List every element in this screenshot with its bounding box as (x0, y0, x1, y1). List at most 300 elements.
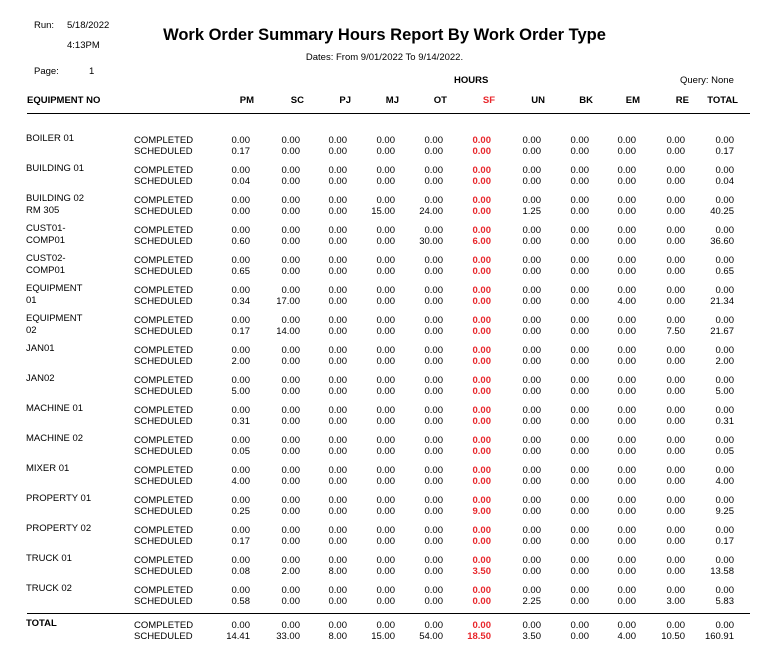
completed-sf-cell: 0.00 (472, 315, 491, 326)
status-completed: COMPLETED (134, 315, 194, 326)
completed-total-cell: 0.00 (715, 585, 734, 596)
scheduled-re-cell: 0.00 (666, 566, 685, 577)
scheduled-sf-cell: 9.00 (472, 506, 491, 517)
completed-ot-cell: 0.00 (424, 255, 443, 266)
total-scheduled-pj-cell: 8.00 (328, 631, 347, 642)
scheduled-ot-cell: 24.00 (419, 206, 443, 217)
scheduled-sf-cell: 0.00 (472, 176, 491, 187)
completed-sc-cell: 0.00 (281, 255, 300, 266)
scheduled-bk-cell: 0.00 (570, 266, 589, 277)
scheduled-ot-cell: 0.00 (424, 446, 443, 457)
scheduled-em-cell: 0.00 (617, 416, 636, 427)
scheduled-sf-cell: 3.50 (472, 566, 491, 577)
equipment-name: PROPERTY 02 (26, 523, 92, 534)
scheduled-re-cell: 0.00 (666, 446, 685, 457)
completed-sc-cell: 0.00 (281, 345, 300, 356)
scheduled-mj-cell: 0.00 (376, 446, 395, 457)
completed-mj-cell: 0.00 (376, 195, 395, 206)
scheduled-sc-cell: 0.00 (281, 536, 300, 547)
scheduled-ot-cell: 0.00 (424, 326, 443, 337)
scheduled-sc-cell: 17.00 (276, 296, 300, 307)
completed-total-cell: 0.00 (715, 465, 734, 476)
status-scheduled: SCHEDULED (134, 356, 193, 367)
scheduled-sf-cell: 0.00 (472, 326, 491, 337)
equipment-name: MIXER 01 (26, 463, 70, 474)
scheduled-sc-cell: 0.00 (281, 416, 300, 427)
scheduled-sf-cell: 0.00 (472, 536, 491, 547)
completed-mj-cell: 0.00 (376, 585, 395, 596)
completed-total-cell: 0.00 (715, 285, 734, 296)
completed-sf-cell: 0.00 (472, 165, 491, 176)
completed-em-cell: 0.00 (617, 555, 636, 566)
completed-mj-cell: 0.00 (376, 135, 395, 146)
scheduled-un-cell: 0.00 (522, 146, 541, 157)
scheduled-un-cell: 0.00 (522, 506, 541, 517)
scheduled-un-cell: 0.00 (522, 446, 541, 457)
scheduled-em-cell: 0.00 (617, 596, 636, 607)
completed-re-cell: 0.00 (666, 285, 685, 296)
status-completed: COMPLETED (134, 195, 194, 206)
scheduled-re-cell: 0.00 (666, 476, 685, 487)
completed-em-cell: 0.00 (617, 495, 636, 506)
scheduled-bk-cell: 0.00 (570, 446, 589, 457)
completed-total-cell: 0.00 (715, 495, 734, 506)
run-date: 5/18/2022 (67, 20, 110, 31)
run-time: 4:13PM (67, 40, 100, 51)
completed-pm-cell: 0.00 (231, 585, 250, 596)
scheduled-mj-cell: 0.00 (376, 266, 395, 277)
completed-total-cell: 0.00 (715, 405, 734, 416)
equipment-name: JAN02 (26, 373, 55, 384)
completed-em-cell: 0.00 (617, 165, 636, 176)
scheduled-pm-cell: 2.00 (231, 356, 250, 367)
scheduled-em-cell: 0.00 (617, 176, 636, 187)
scheduled-ot-cell: 0.00 (424, 566, 443, 577)
scheduled-un-cell: 0.00 (522, 236, 541, 247)
scheduled-pm-cell: 0.58 (231, 596, 250, 607)
completed-un-cell: 0.00 (522, 135, 541, 146)
scheduled-sf-cell: 0.00 (472, 416, 491, 427)
completed-re-cell: 0.00 (666, 135, 685, 146)
status-completed: COMPLETED (134, 465, 194, 476)
scheduled-sf-cell: 0.00 (472, 386, 491, 397)
scheduled-pm-cell: 0.34 (231, 296, 250, 307)
completed-em-cell: 0.00 (617, 525, 636, 536)
total-scheduled-sf-cell: 18.50 (467, 631, 491, 642)
scheduled-pm-cell: 0.17 (231, 536, 250, 547)
completed-bk-cell: 0.00 (570, 135, 589, 146)
completed-em-cell: 0.00 (617, 585, 636, 596)
completed-total-cell: 0.00 (715, 525, 734, 536)
completed-sf-cell: 0.00 (472, 495, 491, 506)
status-completed: COMPLETED (134, 620, 194, 631)
total-scheduled-un-cell: 3.50 (522, 631, 541, 642)
status-completed: COMPLETED (134, 225, 194, 236)
equipment-name: CUST01- (26, 223, 66, 234)
completed-em-cell: 0.00 (617, 225, 636, 236)
column-header-re: RE (675, 95, 689, 106)
scheduled-total-cell: 0.31 (715, 416, 734, 427)
completed-re-cell: 0.00 (666, 405, 685, 416)
completed-mj-cell: 0.00 (376, 285, 395, 296)
completed-sf-cell: 0.00 (472, 135, 491, 146)
total-completed-total-cell: 0.00 (715, 620, 734, 631)
completed-em-cell: 0.00 (617, 435, 636, 446)
completed-pj-cell: 0.00 (328, 465, 347, 476)
scheduled-re-cell: 7.50 (666, 326, 685, 337)
completed-pj-cell: 0.00 (328, 525, 347, 536)
completed-bk-cell: 0.00 (570, 225, 589, 236)
status-scheduled: SCHEDULED (134, 596, 193, 607)
scheduled-pj-cell: 0.00 (328, 146, 347, 157)
total-scheduled-ot-cell: 54.00 (419, 631, 443, 642)
scheduled-mj-cell: 0.00 (376, 416, 395, 427)
scheduled-total-cell: 0.17 (715, 536, 734, 547)
completed-sf-cell: 0.00 (472, 375, 491, 386)
status-completed: COMPLETED (134, 405, 194, 416)
completed-sc-cell: 0.00 (281, 315, 300, 326)
completed-ot-cell: 0.00 (424, 405, 443, 416)
completed-sc-cell: 0.00 (281, 585, 300, 596)
scheduled-pj-cell: 0.00 (328, 476, 347, 487)
completed-em-cell: 0.00 (617, 375, 636, 386)
completed-bk-cell: 0.00 (570, 195, 589, 206)
scheduled-pj-cell: 0.00 (328, 176, 347, 187)
scheduled-em-cell: 0.00 (617, 206, 636, 217)
scheduled-bk-cell: 0.00 (570, 416, 589, 427)
scheduled-pj-cell: 0.00 (328, 536, 347, 547)
equipment-name-line2: COMP01 (26, 235, 66, 246)
scheduled-total-cell: 9.25 (715, 506, 734, 517)
scheduled-pm-cell: 0.08 (231, 566, 250, 577)
status-completed: COMPLETED (134, 375, 194, 386)
completed-sf-cell: 0.00 (472, 285, 491, 296)
scheduled-sf-cell: 0.00 (472, 266, 491, 277)
scheduled-ot-cell: 0.00 (424, 506, 443, 517)
status-completed: COMPLETED (134, 555, 194, 566)
status-scheduled: SCHEDULED (134, 476, 193, 487)
scheduled-pj-cell: 0.00 (328, 596, 347, 607)
scheduled-mj-cell: 0.00 (376, 326, 395, 337)
completed-re-cell: 0.00 (666, 345, 685, 356)
query-label: Query: None (680, 75, 734, 86)
completed-re-cell: 0.00 (666, 225, 685, 236)
completed-sf-cell: 0.00 (472, 555, 491, 566)
column-header-un: UN (531, 95, 545, 106)
scheduled-total-cell: 21.67 (710, 326, 734, 337)
scheduled-pj-cell: 0.00 (328, 266, 347, 277)
completed-ot-cell: 0.00 (424, 465, 443, 476)
completed-re-cell: 0.00 (666, 255, 685, 266)
scheduled-total-cell: 36.60 (710, 236, 734, 247)
column-header-em: EM (625, 95, 640, 106)
status-scheduled: SCHEDULED (134, 566, 193, 577)
scheduled-total-cell: 5.00 (715, 386, 734, 397)
scheduled-ot-cell: 0.00 (424, 146, 443, 157)
completed-pj-cell: 0.00 (328, 435, 347, 446)
completed-pj-cell: 0.00 (328, 255, 347, 266)
equipment-name: TRUCK 02 (26, 583, 72, 594)
completed-bk-cell: 0.00 (570, 255, 589, 266)
scheduled-sc-cell: 0.00 (281, 506, 300, 517)
completed-pm-cell: 0.00 (231, 375, 250, 386)
scheduled-bk-cell: 0.00 (570, 536, 589, 547)
completed-bk-cell: 0.00 (570, 555, 589, 566)
completed-em-cell: 0.00 (617, 405, 636, 416)
completed-pj-cell: 0.00 (328, 585, 347, 596)
scheduled-total-cell: 4.00 (715, 476, 734, 487)
status-completed: COMPLETED (134, 435, 194, 446)
column-header-total: TOTAL (707, 95, 738, 106)
completed-re-cell: 0.00 (666, 465, 685, 476)
status-scheduled: SCHEDULED (134, 206, 193, 217)
column-header-mj: MJ (385, 95, 399, 106)
total-completed-sc-cell: 0.00 (281, 620, 300, 631)
status-scheduled: SCHEDULED (134, 416, 193, 427)
scheduled-sf-cell: 0.00 (472, 596, 491, 607)
scheduled-em-cell: 4.00 (617, 296, 636, 307)
completed-total-cell: 0.00 (715, 375, 734, 386)
equipment-name: BUILDING 02 (26, 193, 85, 204)
scheduled-ot-cell: 0.00 (424, 596, 443, 607)
scheduled-pm-cell: 0.31 (231, 416, 250, 427)
completed-un-cell: 0.00 (522, 195, 541, 206)
completed-sf-cell: 0.00 (472, 225, 491, 236)
status-scheduled: SCHEDULED (134, 631, 193, 642)
completed-total-cell: 0.00 (715, 195, 734, 206)
scheduled-un-cell: 0.00 (522, 356, 541, 367)
completed-sc-cell: 0.00 (281, 555, 300, 566)
scheduled-bk-cell: 0.00 (570, 386, 589, 397)
completed-pm-cell: 0.00 (231, 525, 250, 536)
total-scheduled-pm-cell: 14.41 (226, 631, 250, 642)
scheduled-re-cell: 0.00 (666, 416, 685, 427)
completed-total-cell: 0.00 (715, 255, 734, 266)
completed-un-cell: 0.00 (522, 465, 541, 476)
total-completed-re-cell: 0.00 (666, 620, 685, 631)
completed-bk-cell: 0.00 (570, 315, 589, 326)
completed-mj-cell: 0.00 (376, 345, 395, 356)
status-scheduled: SCHEDULED (134, 326, 193, 337)
scheduled-em-cell: 0.00 (617, 146, 636, 157)
scheduled-ot-cell: 0.00 (424, 386, 443, 397)
completed-em-cell: 0.00 (617, 135, 636, 146)
equipment-name: PROPERTY 01 (26, 493, 92, 504)
completed-pm-cell: 0.00 (231, 195, 250, 206)
completed-pm-cell: 0.00 (231, 255, 250, 266)
scheduled-bk-cell: 0.00 (570, 566, 589, 577)
completed-re-cell: 0.00 (666, 525, 685, 536)
column-header-sc: SC (290, 95, 304, 106)
completed-ot-cell: 0.00 (424, 495, 443, 506)
status-completed: COMPLETED (134, 495, 194, 506)
equipment-name: BOILER 01 (26, 133, 75, 144)
header-divider (27, 113, 750, 114)
completed-pm-cell: 0.00 (231, 165, 250, 176)
completed-pm-cell: 0.00 (231, 555, 250, 566)
scheduled-mj-cell: 0.00 (376, 566, 395, 577)
scheduled-total-cell: 40.25 (710, 206, 734, 217)
completed-em-cell: 0.00 (617, 255, 636, 266)
completed-em-cell: 0.00 (617, 285, 636, 296)
scheduled-em-cell: 0.00 (617, 326, 636, 337)
equipment-column-header: EQUIPMENT NO (27, 95, 101, 106)
scheduled-ot-cell: 0.00 (424, 416, 443, 427)
completed-re-cell: 0.00 (666, 375, 685, 386)
completed-pj-cell: 0.00 (328, 195, 347, 206)
scheduled-em-cell: 0.00 (617, 536, 636, 547)
equipment-name-line2: COMP01 (26, 265, 66, 276)
scheduled-em-cell: 0.00 (617, 386, 636, 397)
scheduled-bk-cell: 0.00 (570, 236, 589, 247)
completed-sc-cell: 0.00 (281, 225, 300, 236)
completed-un-cell: 0.00 (522, 225, 541, 236)
completed-ot-cell: 0.00 (424, 585, 443, 596)
completed-ot-cell: 0.00 (424, 195, 443, 206)
completed-mj-cell: 0.00 (376, 555, 395, 566)
date-range: Dates: From 9/01/2022 To 9/14/2022. (305, 52, 464, 63)
total-completed-ot-cell: 0.00 (424, 620, 443, 631)
scheduled-sc-cell: 0.00 (281, 596, 300, 607)
completed-bk-cell: 0.00 (570, 525, 589, 536)
scheduled-ot-cell: 0.00 (424, 176, 443, 187)
scheduled-pm-cell: 4.00 (231, 476, 250, 487)
scheduled-re-cell: 0.00 (666, 176, 685, 187)
completed-bk-cell: 0.00 (570, 465, 589, 476)
equipment-name: CUST02- (26, 253, 66, 264)
total-scheduled-em-cell: 4.00 (617, 631, 636, 642)
completed-bk-cell: 0.00 (570, 285, 589, 296)
total-divider (27, 613, 750, 614)
completed-ot-cell: 0.00 (424, 375, 443, 386)
scheduled-re-cell: 0.00 (666, 386, 685, 397)
scheduled-un-cell: 2.25 (522, 596, 541, 607)
status-completed: COMPLETED (134, 525, 194, 536)
scheduled-pm-cell: 0.05 (231, 446, 250, 457)
total-scheduled-re-cell: 10.50 (661, 631, 685, 642)
completed-sf-cell: 0.00 (472, 405, 491, 416)
scheduled-sc-cell: 0.00 (281, 146, 300, 157)
completed-mj-cell: 0.00 (376, 405, 395, 416)
scheduled-bk-cell: 0.00 (570, 326, 589, 337)
scheduled-sc-cell: 0.00 (281, 236, 300, 247)
scheduled-total-cell: 0.17 (715, 146, 734, 157)
scheduled-bk-cell: 0.00 (570, 476, 589, 487)
completed-un-cell: 0.00 (522, 405, 541, 416)
scheduled-total-cell: 2.00 (715, 356, 734, 367)
completed-mj-cell: 0.00 (376, 375, 395, 386)
completed-total-cell: 0.00 (715, 435, 734, 446)
completed-un-cell: 0.00 (522, 285, 541, 296)
completed-ot-cell: 0.00 (424, 555, 443, 566)
completed-pj-cell: 0.00 (328, 165, 347, 176)
equipment-name-line2: RM 305 (26, 205, 60, 216)
completed-un-cell: 0.00 (522, 315, 541, 326)
scheduled-sc-cell: 0.00 (281, 476, 300, 487)
column-header-sf: SF (482, 95, 495, 106)
scheduled-re-cell: 0.00 (666, 146, 685, 157)
scheduled-pj-cell: 8.00 (328, 566, 347, 577)
scheduled-pj-cell: 0.00 (328, 326, 347, 337)
completed-total-cell: 0.00 (715, 135, 734, 146)
completed-re-cell: 0.00 (666, 315, 685, 326)
scheduled-total-cell: 0.05 (715, 446, 734, 457)
completed-bk-cell: 0.00 (570, 495, 589, 506)
completed-mj-cell: 0.00 (376, 465, 395, 476)
column-header-ot: OT (433, 95, 447, 106)
scheduled-sf-cell: 6.00 (472, 236, 491, 247)
completed-re-cell: 0.00 (666, 585, 685, 596)
status-scheduled: SCHEDULED (134, 506, 193, 517)
completed-sc-cell: 0.00 (281, 465, 300, 476)
scheduled-em-cell: 0.00 (617, 506, 636, 517)
completed-pj-cell: 0.00 (328, 375, 347, 386)
completed-mj-cell: 0.00 (376, 315, 395, 326)
equipment-name-line2: 01 (26, 295, 37, 306)
scheduled-mj-cell: 0.00 (376, 476, 395, 487)
scheduled-sf-cell: 0.00 (472, 146, 491, 157)
scheduled-pm-cell: 5.00 (231, 386, 250, 397)
hours-label: HOURS (454, 75, 489, 86)
completed-sf-cell: 0.00 (472, 435, 491, 446)
status-scheduled: SCHEDULED (134, 266, 193, 277)
equipment-name: MACHINE 01 (26, 403, 84, 414)
scheduled-re-cell: 0.00 (666, 536, 685, 547)
total-scheduled-bk-cell: 0.00 (570, 631, 589, 642)
scheduled-total-cell: 21.34 (710, 296, 734, 307)
scheduled-pm-cell: 0.00 (231, 206, 250, 217)
completed-mj-cell: 0.00 (376, 525, 395, 536)
completed-ot-cell: 0.00 (424, 525, 443, 536)
scheduled-mj-cell: 0.00 (376, 236, 395, 247)
completed-sc-cell: 0.00 (281, 525, 300, 536)
scheduled-em-cell: 0.00 (617, 476, 636, 487)
completed-pm-cell: 0.00 (231, 225, 250, 236)
completed-bk-cell: 0.00 (570, 435, 589, 446)
completed-un-cell: 0.00 (522, 435, 541, 446)
scheduled-sc-cell: 0.00 (281, 206, 300, 217)
status-scheduled: SCHEDULED (134, 146, 193, 157)
scheduled-re-cell: 3.00 (666, 596, 685, 607)
scheduled-pj-cell: 0.00 (328, 206, 347, 217)
scheduled-pj-cell: 0.00 (328, 416, 347, 427)
scheduled-pm-cell: 0.25 (231, 506, 250, 517)
completed-ot-cell: 0.00 (424, 165, 443, 176)
total-completed-em-cell: 0.00 (617, 620, 636, 631)
scheduled-ot-cell: 0.00 (424, 476, 443, 487)
scheduled-sc-cell: 2.00 (281, 566, 300, 577)
completed-pm-cell: 0.00 (231, 405, 250, 416)
scheduled-pm-cell: 0.60 (231, 236, 250, 247)
scheduled-re-cell: 0.00 (666, 206, 685, 217)
equipment-name: EQUIPMENT (26, 283, 83, 294)
completed-un-cell: 0.00 (522, 525, 541, 536)
completed-ot-cell: 0.00 (424, 315, 443, 326)
scheduled-bk-cell: 0.00 (570, 176, 589, 187)
scheduled-re-cell: 0.00 (666, 296, 685, 307)
column-header-pj: PJ (339, 95, 351, 106)
scheduled-pm-cell: 0.65 (231, 266, 250, 277)
scheduled-sc-cell: 0.00 (281, 266, 300, 277)
completed-em-cell: 0.00 (617, 195, 636, 206)
completed-un-cell: 0.00 (522, 255, 541, 266)
status-completed: COMPLETED (134, 585, 194, 596)
status-scheduled: SCHEDULED (134, 386, 193, 397)
scheduled-pm-cell: 0.17 (231, 146, 250, 157)
scheduled-un-cell: 0.00 (522, 566, 541, 577)
completed-total-cell: 0.00 (715, 315, 734, 326)
completed-total-cell: 0.00 (715, 165, 734, 176)
